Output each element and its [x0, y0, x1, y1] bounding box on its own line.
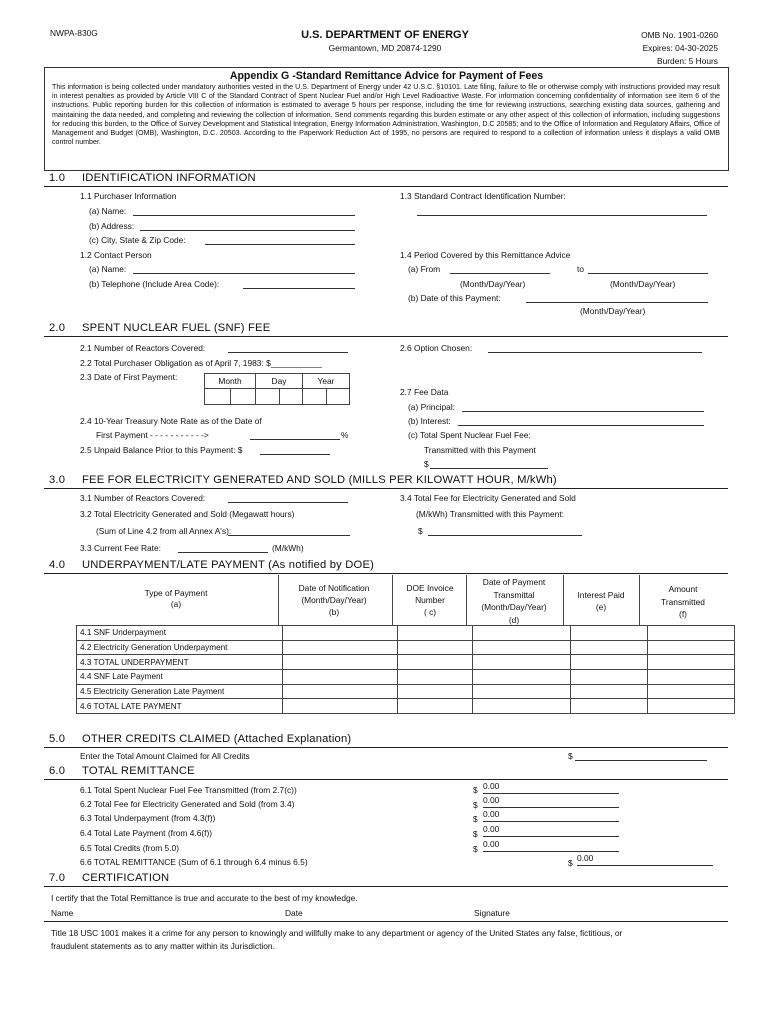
section-3-rule: [44, 488, 728, 489]
period-covered-label: 1.4 Period Covered by this Remittance Advice: [400, 250, 571, 260]
table-cell[interactable]: [473, 684, 571, 699]
table-cell[interactable]: [398, 684, 473, 699]
snf-fee-field[interactable]: [430, 459, 548, 469]
total-snf-fee-label: (c) Total Spent Nuclear Fuel Fee:: [408, 430, 531, 440]
table-row: [77, 699, 735, 714]
row-label: 4.5 Electricity Generation Late Payment: [77, 684, 283, 699]
col-payment-date-header: [466, 576, 562, 626]
section-5-title: OTHER CREDITS CLAIMED (Attached Explanation): [82, 733, 352, 745]
omb-number: OMB No. 1901-0260: [641, 30, 718, 40]
col-notification-header: [280, 582, 388, 618]
contact-person-label: 1.2 Contact Person: [80, 250, 152, 260]
row-label: 4.6 TOTAL LATE PAYMENT: [77, 699, 283, 714]
period-to-label: to: [577, 264, 584, 274]
section-6-title: TOTAL REMITTANCE: [82, 765, 195, 777]
table-row: [77, 626, 735, 641]
elec-fee-dollar: $: [418, 526, 423, 536]
grid-month-cells[interactable]: [205, 389, 256, 405]
credits-field[interactable]: [575, 751, 707, 761]
period-from-format: (Month/Day/Year): [460, 279, 526, 289]
percent-sign: %: [341, 430, 349, 440]
total-snf-dollar: $: [473, 785, 478, 795]
purchaser-address-field[interactable]: [140, 221, 355, 231]
col-amount-letter: (f): [679, 609, 687, 619]
snf-reactors-field[interactable]: [228, 343, 348, 353]
col-interest-letter: (e): [595, 602, 607, 612]
name-label: Name: [51, 908, 74, 918]
section-1-number: 1.0: [49, 172, 66, 184]
table-cell[interactable]: [473, 670, 571, 685]
table-cell[interactable]: [283, 699, 398, 714]
underpayment-table: [76, 625, 735, 714]
section-7-title: CERTIFICATION: [82, 872, 170, 884]
table-row: [77, 670, 735, 685]
first-payment-date-grid: [204, 373, 350, 405]
table-cell[interactable]: [571, 655, 648, 670]
option-chosen-field[interactable]: [488, 343, 702, 353]
certify-statement: I certify that the Total Remittance is true and accurate to the best of my knowledge.: [51, 893, 358, 903]
fee-rate-field[interactable]: [178, 543, 268, 553]
total-electricity-field[interactable]: [228, 526, 350, 536]
unpaid-balance-field[interactable]: [260, 445, 330, 455]
total-elec-label: 6.2 Total Fee for Electricity Generated and Sold (from 3.4): [80, 799, 295, 809]
agency-name: U.S. DEPARTMENT OF ENERGY: [301, 29, 469, 41]
col-payment-date-title: Date of Payment: [482, 577, 546, 587]
total-remittance-value[interactable]: 0.00: [577, 853, 713, 866]
interest-field[interactable]: [458, 416, 704, 426]
total-credits-dollar: $: [473, 844, 478, 854]
section-5-number: 5.0: [49, 733, 66, 745]
principal-label: (a) Principal:: [408, 402, 456, 412]
table-cell[interactable]: [648, 699, 735, 714]
purchaser-name-label: (a) Name:: [89, 206, 127, 216]
total-under-label: 6.3 Total Underpayment (from 4.3(f)): [80, 813, 216, 823]
period-to-format: (Month/Day/Year): [610, 279, 676, 289]
table-cell[interactable]: [283, 670, 398, 685]
total-late-label: 6.4 Total Late Payment (from 4.6(f)): [80, 828, 213, 838]
col-invoice-sub: Number: [415, 595, 445, 605]
table-row: [77, 684, 735, 699]
elec-reactors-field[interactable]: [228, 493, 348, 503]
total-electricity-label: 3.2 Total Electricity Generated and Sold (Megawatt hours): [80, 509, 295, 519]
table-cell[interactable]: [283, 655, 398, 670]
table-row: [77, 640, 735, 655]
payment-date-label: (b) Date of this Payment:: [408, 293, 501, 303]
legal-warning-line-1: Title 18 USC 1001 makes it a crime for any person to knowingly and willfully make to any department or agency of the United States any false, fictitious, or: [51, 928, 623, 938]
col-type-header: [96, 588, 256, 610]
table-cell[interactable]: [648, 640, 735, 655]
elec-transmitted-label: (M/kWh) Transmitted with this Payment:: [416, 509, 564, 519]
row-label: 4.1 SNF Underpayment: [77, 626, 283, 641]
total-late-dollar: $: [473, 829, 478, 839]
col-payment-date-format: (Month/Day/Year): [481, 602, 547, 612]
table-cell[interactable]: [473, 640, 571, 655]
total-elec-value[interactable]: 0.00: [483, 795, 619, 808]
fee-rate-unit: (M/kWh): [272, 543, 304, 553]
interest-label: (b) Interest:: [408, 416, 451, 426]
total-under-value[interactable]: 0.00: [483, 809, 619, 822]
col-amount-header: [642, 583, 724, 621]
signature-rule: [44, 921, 728, 922]
col-type-title: Type of Payment: [144, 588, 208, 598]
period-from-field[interactable]: [450, 264, 550, 274]
row-label: 4.2 Electricity Generation Underpayment: [77, 640, 283, 655]
col-notification-format: (Month/Day/Year): [301, 595, 367, 605]
header-divider-f: [639, 575, 640, 625]
col-invoice-header: [392, 582, 468, 618]
section-5-rule: [44, 747, 728, 748]
period-to-field[interactable]: [588, 264, 708, 274]
fee-data-label: 2.7 Fee Data: [400, 387, 449, 397]
total-elec-dollar: $: [473, 800, 478, 810]
treasury-rate-label: 2.4 10-Year Treasury Note Rate as of the Date of: [80, 416, 262, 426]
total-snf-value[interactable]: 0.00: [483, 781, 619, 794]
snf-fee-dollar: $: [424, 459, 429, 469]
table-cell[interactable]: [571, 699, 648, 714]
row-label: 4.4 SNF Late Payment: [77, 670, 283, 685]
table-cell[interactable]: [398, 626, 473, 641]
elec-reactors-label: 3.1 Number of Reactors Covered:: [80, 493, 206, 503]
col-interest-title: Interest Paid: [577, 590, 625, 600]
col-type-letter: (a): [170, 599, 182, 609]
total-credits-label: 6.5 Total Credits (from 5.0): [80, 843, 179, 853]
contract-id-field[interactable]: [417, 206, 707, 216]
form-number: NWPA-830G: [50, 28, 98, 38]
col-amount-title: Amount: [668, 584, 698, 594]
col-invoice-title: DOE Invoice: [406, 583, 454, 593]
unpaid-balance-label: 2.5 Unpaid Balance Prior to this Payment: $: [80, 445, 243, 455]
col-payment-date-letter: (d): [508, 614, 520, 625]
form-title: Appendix G -Standard Remittance Advice for Payment of Fees: [229, 70, 544, 82]
total-remittance-label: 6.6 TOTAL REMITTANCE (Sum of 6.1 through 6.4 minus 6.5): [80, 857, 308, 867]
expiration-date: Expires: 04-30-2025: [642, 43, 718, 53]
date-label: Date: [285, 908, 303, 918]
table-cell[interactable]: [648, 655, 735, 670]
section-7-number: 7.0: [49, 872, 66, 884]
total-credits-value[interactable]: 0.00: [483, 839, 619, 852]
col-invoice-letter: ( c): [423, 607, 437, 617]
table-cell[interactable]: [473, 655, 571, 670]
purchaser-info-label: 1.1 Purchaser Information: [80, 191, 177, 201]
total-snf-label: 6.1 Total Spent Nuclear Fuel Fee Transmitted (from 2.7(c)): [80, 785, 297, 795]
row-label: 4.3 TOTAL UNDERPAYMENT: [77, 655, 283, 670]
annex-sum-label: (Sum of Line 4.2 from all Annex A's):: [96, 526, 232, 536]
table-cell[interactable]: [648, 670, 735, 685]
agency-location: Germantown, MD 20874-1290: [328, 43, 442, 53]
section-2-title: SPENT NUCLEAR FUEL (SNF) FEE: [82, 322, 271, 334]
elec-total-fee-label: 3.4 Total Fee for Electricity Generated and Sold: [400, 493, 576, 503]
table-cell[interactable]: [571, 670, 648, 685]
fee-rate-label: 3.3 Current Fee Rate:: [80, 543, 161, 553]
snf-transmitted-label: Transmitted with this Payment: [424, 445, 536, 455]
total-remittance-dollar: $: [568, 858, 573, 868]
signature-label: Signature: [474, 908, 510, 918]
credits-dollar: $: [568, 751, 573, 761]
section-4-title: UNDERPAYMENT/LATE PAYMENT (As notified by DOE): [82, 559, 375, 571]
section-2-number: 2.0: [49, 322, 66, 334]
snf-reactors-label: 2.1 Number of Reactors Covered:: [80, 343, 206, 353]
grid-day-header: Day: [256, 374, 303, 389]
burden-hours: Burden: 5 Hours: [657, 56, 718, 66]
header-divider-e: [563, 575, 564, 625]
paperwork-notice: This information is being collected under mandatory authorities vested in the U.S. Department of Energy under 42 U.S.C. §10101. Late filing, failure to file or otherwise comply with instructions provided may result in interest penalties as provided by Article VIII C of the Standard Contract of Spent Nuclear Fuel and/or High Level Radioactive Waste. For information concerning confidentiality of information see Item 6 of the instructions. Public reporting burden for this collection of information is estimated to average 5 hours per response, including the time for reviewing instructions, searching existing data sources, gathering and maintaining the data needed, and completing and reviewing the collection of information. Send comments regarding this burden estimate or any other aspect of this collection of information, including suggestions for reducing this burden, to the Office of Survey Development and Statistical Integration, Energy Information Administration, Washington, D.C 20585; and to the Office of Information and Regulatory Affairs, Office of Management and Budget (OMB), Washington, D.C. 20503. According to the Paperwork Reduction Act of 1995, no persons are required to respond to a collection of information unless it displays a valid OMB control number.: [52, 83, 720, 147]
header-divider-b: [278, 575, 279, 625]
col-interest-header: [564, 589, 638, 613]
period-from-label: (a) From: [408, 264, 441, 274]
elec-fee-field[interactable]: [428, 526, 582, 536]
table-cell[interactable]: [398, 670, 473, 685]
table-row: [77, 655, 735, 670]
section-3-number: 3.0: [49, 474, 66, 486]
first-payment-label: 2.3 Date of First Payment:: [80, 372, 178, 382]
contact-phone-label: (b) Telephone (Include Area Code):: [89, 279, 220, 289]
principal-field[interactable]: [462, 402, 704, 412]
total-late-value[interactable]: 0.00: [483, 824, 619, 837]
option-chosen-label: 2.6 Option Chosen:: [400, 343, 473, 353]
payment-date-format: (Month/Day/Year): [580, 306, 646, 316]
table-cell[interactable]: [398, 655, 473, 670]
section-2-rule: [44, 336, 728, 337]
purchaser-city-label: (c) City, State & Zip Code:: [89, 235, 186, 245]
payment-date-field[interactable]: [526, 293, 708, 303]
total-under-dollar: $: [473, 814, 478, 824]
section-6-number: 6.0: [49, 765, 66, 777]
table-cell[interactable]: [473, 626, 571, 641]
table-cell[interactable]: [648, 684, 735, 699]
table-cell[interactable]: [283, 640, 398, 655]
section-6-rule: [44, 779, 728, 780]
treasury-rate-field[interactable]: [250, 430, 340, 440]
col-notification-title: Date of Notification: [298, 583, 370, 593]
table-cell[interactable]: [473, 699, 571, 714]
table-cell[interactable]: [398, 699, 473, 714]
table-cell[interactable]: [283, 684, 398, 699]
table-cell[interactable]: [571, 684, 648, 699]
contact-phone-field[interactable]: [243, 279, 355, 289]
table-cell[interactable]: [571, 640, 648, 655]
section-4-number: 4.0: [49, 559, 66, 571]
section-3-title: FEE FOR ELECTRICITY GENERATED AND SOLD (MILLS PER KILOWATT HOUR, M/kWh): [82, 474, 557, 486]
col-payment-date-sub: Transmittal: [493, 589, 535, 600]
grid-day-cells[interactable]: [256, 389, 303, 405]
section-1-title: IDENTIFICATION INFORMATION: [82, 172, 256, 184]
contact-name-label: (a) Name:: [89, 264, 127, 274]
grid-year-header: Year: [303, 374, 350, 389]
section-7-rule: [44, 886, 728, 887]
col-amount-sub: Transmitted: [661, 596, 705, 607]
table-cell[interactable]: [283, 626, 398, 641]
purchaser-address-label: (b) Address:: [89, 221, 135, 231]
table-cell[interactable]: [571, 626, 648, 641]
grid-year-cells[interactable]: [303, 389, 350, 405]
section-1-rule: [44, 186, 728, 187]
section-4-rule: [44, 573, 728, 574]
purchaser-name-field[interactable]: [133, 206, 355, 216]
col-notification-letter: (b): [328, 607, 340, 617]
table-cell[interactable]: [648, 626, 735, 641]
treasury-rate-label-2: First Payment - - - - - - - - - - ->: [96, 430, 209, 440]
header-divider-d: [466, 575, 467, 625]
legal-warning-line-2: fraudulent statements as to any matter within its Jurisdiction.: [51, 941, 275, 951]
total-obligation-label: 2.2 Total Purchaser Obligation as of April 7, 1983: $___________: [80, 358, 322, 368]
grid-month-header: Month: [205, 374, 256, 389]
credits-label: Enter the Total Amount Claimed for All Credits: [80, 751, 250, 761]
table-cell[interactable]: [398, 640, 473, 655]
header-divider-c: [392, 575, 393, 625]
purchaser-city-field[interactable]: [205, 235, 355, 245]
contact-name-field[interactable]: [133, 264, 355, 274]
contract-id-label: 1.3 Standard Contract Identification Number:: [400, 191, 566, 201]
